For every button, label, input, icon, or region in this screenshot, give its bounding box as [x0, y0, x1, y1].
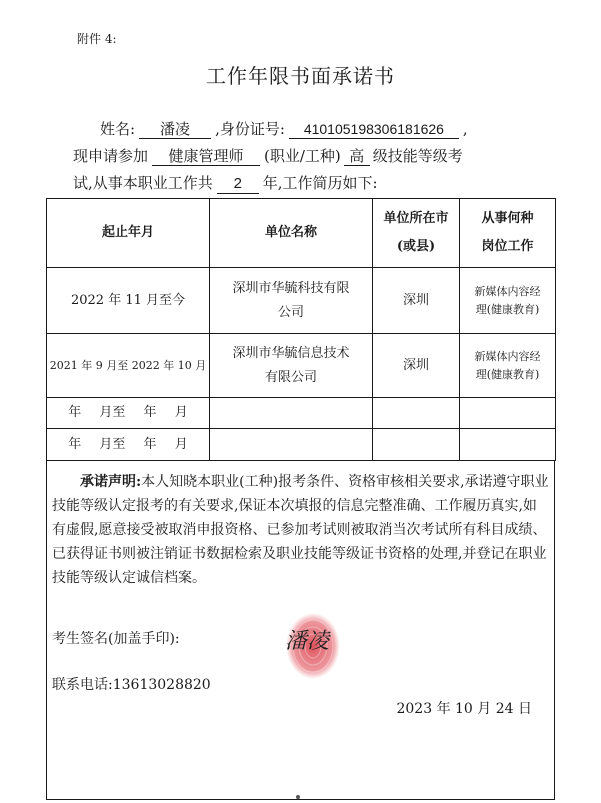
table-header-row: [47, 199, 556, 268]
applicant-line-2: [73, 145, 463, 166]
row-location: [373, 398, 460, 429]
declaration-body: 本人知晓本职业(工种)报考条件、资格审核相关要求,承诺遵守职业技能等级认定报考的有关要求,保证本次填报的信息完整准确、工作履历真实,如有虚假,愿意接受被取消申报资格、已参加考试则被取消当次考试所有科目成绩、已获得证书则被注销证书数据检索及职业技能等级证书资格的处理,并登记在职业技能等级认定诚信档案。: [52, 474, 549, 586]
table-row: [47, 398, 556, 429]
years-field: 2: [217, 175, 259, 194]
applicant-line-1: [100, 118, 468, 139]
declaration-section: [46, 460, 555, 800]
table-row: [47, 429, 556, 461]
row-duty: [460, 398, 556, 429]
applicant-line-3: [73, 172, 378, 194]
id-suffix: ,: [462, 120, 468, 138]
fingerprint-stamp: [265, 608, 347, 690]
occupation-suffix: (职业/工种): [264, 147, 341, 165]
id-number-field: 410105198306181626: [289, 120, 459, 139]
header-location: 单位所在市 (或县): [373, 199, 460, 268]
header-period: 起止年月: [47, 199, 210, 268]
level-suffix: 级技能等级考: [372, 147, 463, 165]
phone-number: 13613028820: [112, 677, 211, 693]
phone-line: [52, 674, 211, 694]
row-unit: 深圳市华毓科技有限 公司: [210, 268, 373, 334]
phone-label: 联系电话:: [52, 677, 113, 693]
header-unit: 单位名称: [210, 199, 373, 268]
row-location: 深圳: [373, 334, 460, 398]
row-period: 年 月至 年 月: [47, 398, 210, 429]
name-label: 姓名:: [100, 120, 136, 138]
header-duty: 从事何种 岗位工作: [460, 199, 556, 268]
signature-label: 考生签名(加盖手印):: [52, 631, 180, 647]
level-field: 高: [344, 147, 370, 166]
sign-date: 2023 年 10 月 24 日: [396, 701, 532, 717]
svg-text:潘凌: 潘凌: [285, 629, 330, 654]
document-title: 工作年限书面承诺书: [206, 64, 395, 88]
row-unit: 深圳市华毓信息技术 有限公司: [210, 334, 373, 398]
years-suffix: 年,工作简历如下:: [262, 174, 378, 192]
row-duty: 新媒体内容经 理(健康教育): [460, 268, 556, 334]
attachment-label: 附件 4:: [77, 32, 117, 46]
name-field: 潘凌: [139, 120, 211, 139]
row-duty: [460, 429, 556, 461]
table-row: [47, 268, 556, 334]
page-number-mark: [296, 795, 300, 799]
row-location: 深圳: [373, 268, 460, 334]
apply-prefix: 现申请参加: [73, 147, 149, 165]
row-unit: [210, 398, 373, 429]
row-duty: 新媒体内容经 理(健康教育): [460, 334, 556, 398]
row-location: [373, 429, 460, 461]
work-history-table: [46, 198, 556, 461]
signature-mark: [285, 629, 332, 654]
row-unit: [210, 429, 373, 461]
years-prefix: 试,从事本职业工作共: [73, 174, 213, 192]
row-period: 年 月至 年 月: [47, 429, 210, 461]
declaration-text: [52, 470, 549, 590]
table-row: [47, 334, 556, 398]
occupation-field: 健康管理师: [152, 147, 260, 166]
row-period: 2022 年 11 月至今: [47, 268, 210, 334]
declaration-label: 承诺声明:: [80, 474, 142, 490]
row-period: 2021 年 9 月至 2022 年 10 月: [47, 334, 210, 398]
id-label: ,身份证号:: [215, 120, 285, 138]
